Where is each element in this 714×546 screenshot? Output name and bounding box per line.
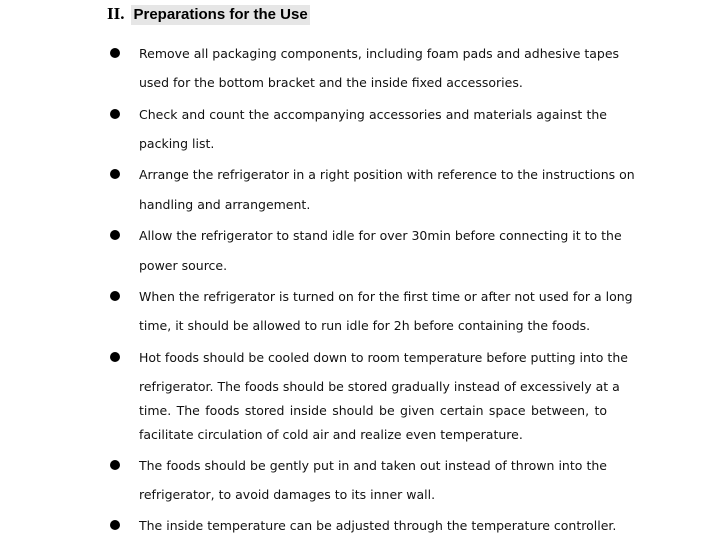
list-item-line: The foods should be gently put in and taken out instead of thrown into the (139, 458, 607, 473)
list-item-line: used for the bottom bracket and the inside fixed accessories. (139, 75, 523, 90)
bullet-icon (110, 352, 120, 362)
list-item-line: power source. (139, 258, 228, 273)
bullet-icon (110, 48, 120, 58)
list-item-line: time, it should be allowed to run idle for 2h before containing the foods. (139, 318, 591, 333)
bullet-icon (110, 109, 120, 119)
section-number: II. (107, 4, 125, 23)
section-heading (107, 4, 310, 28)
bullet-icon (110, 460, 120, 470)
section-title: Preparations for the Use (133, 6, 308, 23)
list-item-line: When the refrigerator is turned on for the first time or after not used for a long (139, 289, 633, 304)
list-item-line: facilitate circulation of cold air and realize even temperature. (139, 427, 523, 442)
list-item-line: refrigerator. The foods should be stored gradually instead of excessively at a (139, 379, 620, 394)
list-item-line: packing list. (139, 136, 215, 151)
bullet-icon (110, 230, 120, 240)
list-item-line: handling and arrangement. (139, 197, 311, 212)
list-item-line: Hot foods should be cooled down to room temperature before putting into the (139, 350, 628, 365)
bullet-icon (110, 291, 120, 301)
list-item-line: refrigerator, to avoid damages to its inner wall. (139, 487, 436, 502)
list-item-line: Arrange the refrigerator in a right position with reference to the instructions on (139, 167, 635, 182)
list-item-line: Check and count the accompanying accessories and materials against the (139, 107, 607, 122)
list-item-line: The inside temperature can be adjusted through the temperature controller. (139, 518, 617, 533)
bullet-icon (110, 520, 120, 530)
list-item-line: time. The foods stored inside should be given certain space between, to (139, 403, 607, 418)
bullet-icon (110, 169, 120, 179)
list-item-line: Allow the refrigerator to stand idle for over 30min before connecting it to the (139, 228, 622, 243)
list-item-line: Remove all packaging components, including foam pads and adhesive tapes (139, 46, 620, 61)
